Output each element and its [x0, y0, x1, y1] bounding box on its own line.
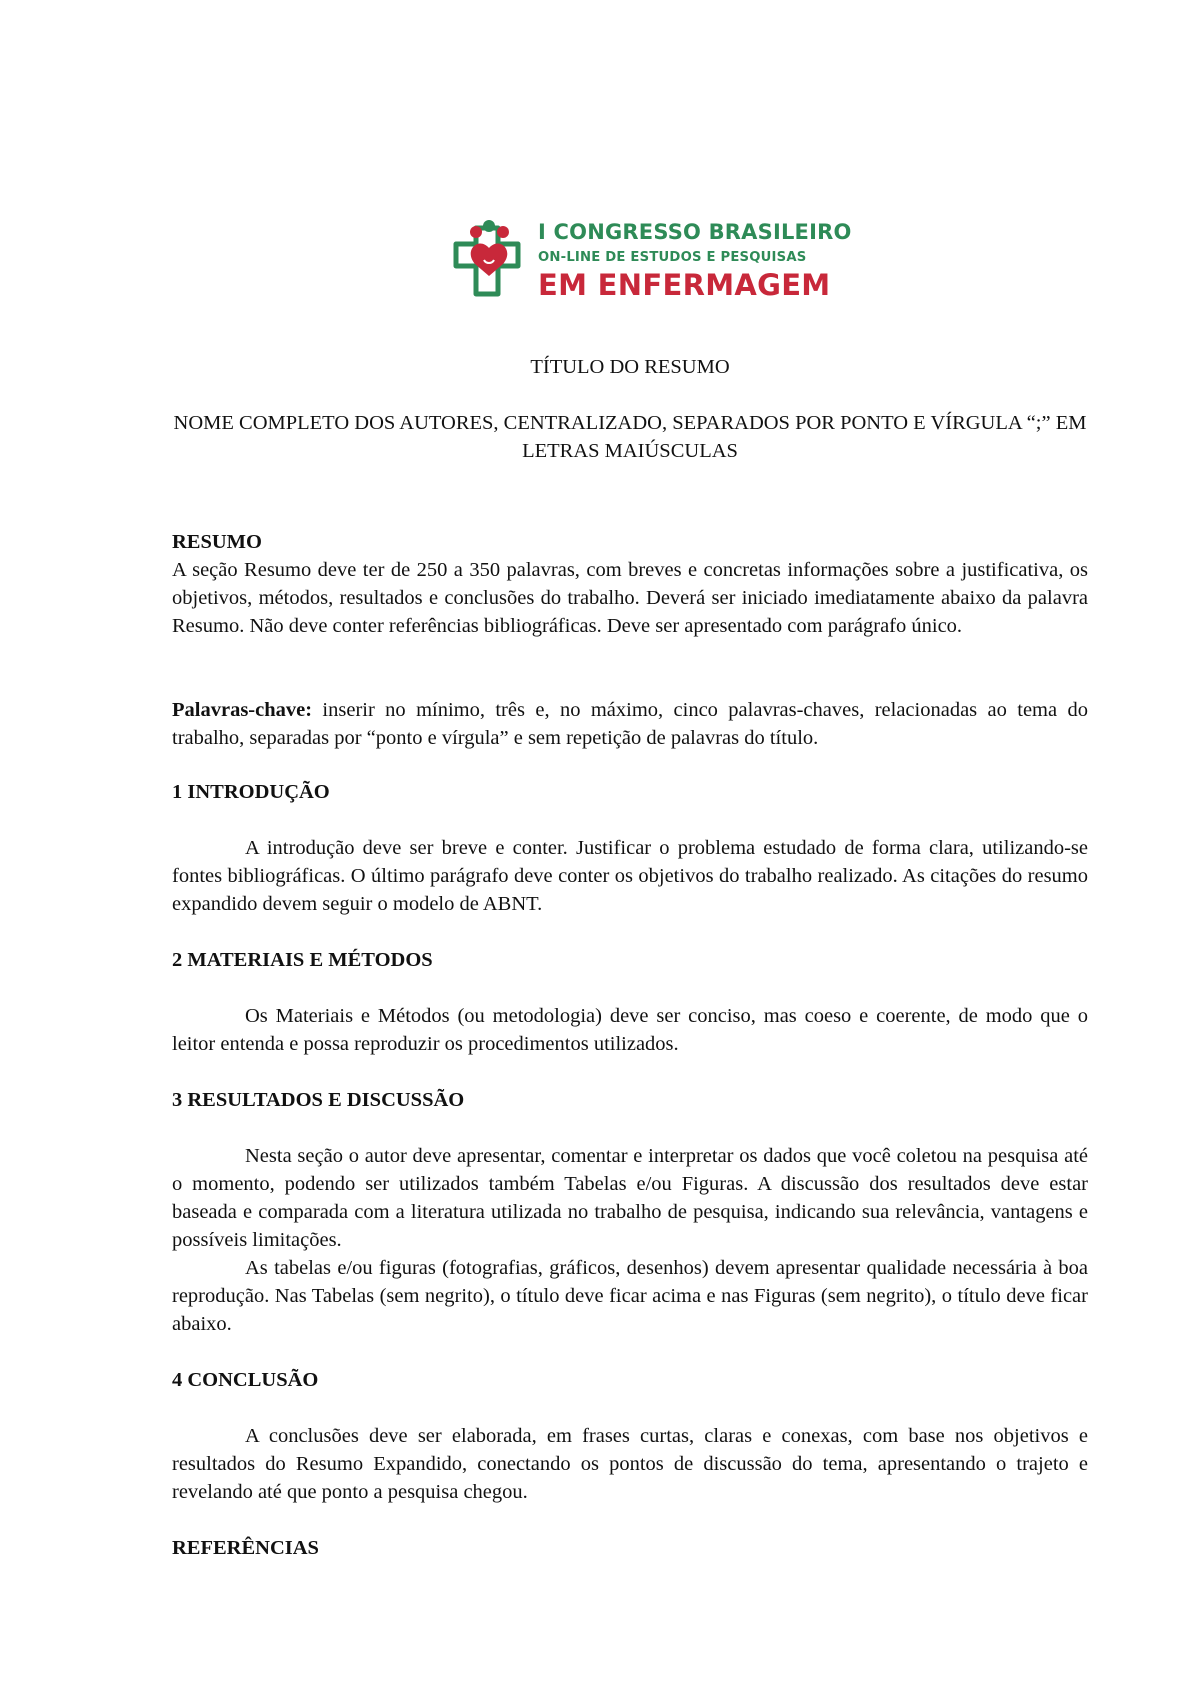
- methods-paragraph: Os Materiais e Métodos (ou metodologia) deve ser conciso, mas coeso e coerente, de modo que o leitor entenda e possa reproduzir os procedimentos utilizados.: [172, 1005, 1088, 1055]
- authors-line: NOME COMPLETO DOS AUTORES, CENTRALIZADO, SEPARADOS POR PONTO E VÍRGULA “;” EM LETRAS MAIÚSCULAS: [173, 412, 1087, 462]
- section-heading-introduction: 1 INTRODUÇÃO: [172, 781, 330, 803]
- keywords-paragraph: [172, 696, 1088, 752]
- resumo-heading: RESUMO: [172, 531, 262, 553]
- resumo-text: A seção Resumo deve ter de 250 a 350 palavras, com breves e concretas informações sobre a justificativa, os objetivos, métodos, resultados e conclusões do trabalho. Deverá ser iniciado imediatamente abaixo da palavra Resumo. Não deve conter referências bibliográficas. Deve ser apresentado com parágrafo único.: [172, 559, 1088, 637]
- logo-line-1: I CONGRESSO BRASILEIRO: [538, 220, 852, 244]
- nursing-cross-logo-icon: [446, 218, 532, 304]
- logo-line-2: ON-LINE DE ESTUDOS E PESQUISAS: [538, 250, 807, 265]
- keywords-label: Palavras-chave:: [172, 699, 313, 721]
- logo-line-3: EM ENFERMAGEM: [538, 268, 831, 302]
- section-heading-conclusion: 4 CONCLUSÃO: [172, 1369, 319, 1391]
- introduction-paragraph: A introdução deve ser breve e conter. Justificar o problema estudado de forma clara, utilizando-se fontes bibliográficas. O último parágrafo deve conter os objetivos do trabalho realizado. As citações do resumo expandido devem seguir o modelo de ABNT.: [172, 837, 1088, 915]
- document-title: TÍTULO DO RESUMO: [530, 356, 730, 378]
- results-paragraph-2: As tabelas e/ou figuras (fotografias, gráficos, desenhos) devem apresentar qualidade necessária à boa reprodução. Nas Tabelas (sem negrito), o título deve ficar acima e nas Figuras (sem negrito), o título deve ficar abaixo.: [172, 1257, 1088, 1335]
- keywords-text: inserir no mínimo, três e, no máximo, cinco palavras-chaves, relacionadas ao tema do trabalho, separadas por “ponto e vírgula” e sem repetição de palavras do título.: [172, 699, 1088, 749]
- results-paragraph-1: Nesta seção o autor deve apresentar, comentar e interpretar os dados que você coletou na pesquisa até o momento, podendo ser utilizados também Tabelas e/ou Figuras. A discussão dos resultados deve estar baseada e comparada com a literatura utilizada no trabalho de pesquisa, indicando sua relevância, vantagens e possíveis limitações.: [172, 1145, 1088, 1251]
- section-heading-methods: 2 MATERIAIS E MÉTODOS: [172, 949, 433, 971]
- section-heading-references: REFERÊNCIAS: [172, 1537, 319, 1559]
- congress-logo: [446, 218, 852, 304]
- section-heading-results: 3 RESULTADOS E DISCUSSÃO: [172, 1089, 465, 1111]
- conclusion-paragraph: A conclusões deve ser elaborada, em frases curtas, claras e conexas, com base nos objetivos e resultados do Resumo Expandido, conectando os pontos de discussão do tema, apresentando o trajeto e revelando até que ponto a pesquisa chegou.: [172, 1425, 1088, 1503]
